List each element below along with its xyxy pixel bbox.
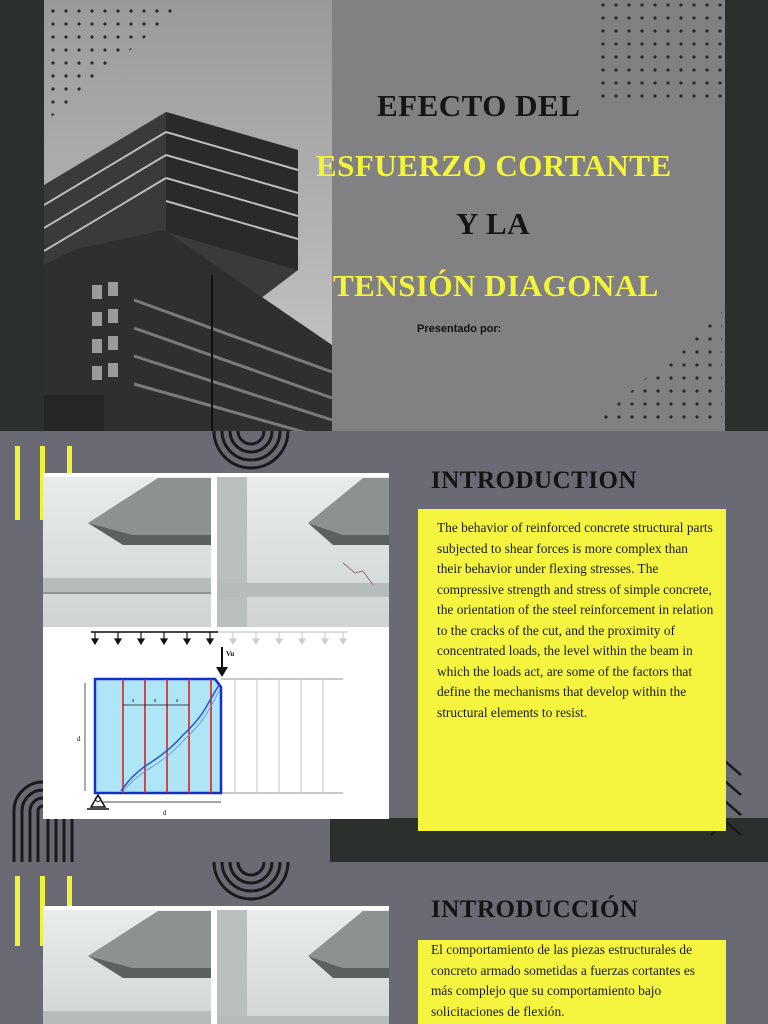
beam-diagram <box>77 632 348 817</box>
height-label: d <box>77 735 81 743</box>
shear-figure <box>43 473 389 819</box>
concrete-photos <box>43 906 389 1024</box>
introduccion-body: El comportamiento de las piezas estructurales de concreto armado sometidas a fuerzas cortantes es más complejo que su comportamiento bajo solicitaciones de flexión. <box>431 942 695 1019</box>
concrete-photo-right <box>217 477 389 627</box>
title-slide <box>0 0 768 431</box>
concrete-photo-left <box>43 477 211 627</box>
title-line-2: ESFUERZO CORTANTE <box>316 148 672 183</box>
spacing-label: s <box>176 698 179 704</box>
introduccion-heading: INTRODUCCIÓN <box>431 896 639 923</box>
presented-by-label: Presentado por: <box>417 323 502 335</box>
title-line-3: Y LA <box>456 206 531 241</box>
introduction-slide-es <box>0 862 768 1024</box>
span-label: d <box>163 809 167 817</box>
yellow-bar-decoration <box>15 876 20 946</box>
introduction-slide-en <box>0 431 768 862</box>
dot-pattern-decoration <box>600 2 722 102</box>
title-line-4: TENSIÓN DIAGONAL <box>333 268 659 303</box>
spacing-label: s <box>154 698 157 704</box>
spacing-label: s <box>132 698 135 704</box>
introduction-text-box <box>418 509 726 831</box>
load-label: Vu <box>226 650 235 658</box>
introduction-heading: INTRODUCTION <box>431 467 638 494</box>
arch-decoration <box>206 862 296 912</box>
introduccion-text-box <box>418 940 726 1024</box>
title-line-1: EFECTO DEL <box>377 88 581 123</box>
yellow-bar-decoration <box>15 446 20 520</box>
dot-pattern-decoration <box>590 310 722 428</box>
dot-pattern-decoration <box>50 8 180 118</box>
introduction-body: The behavior of reinforced concrete structural parts subjected to shear forces is more complex than their behavior under flexing stresses. The compressive strength and stress of simple concrete, the orientation of the steel reinforcement in relation to the cracks of the cut, and the proximity of concentrated loads, the level within the beam in which the loads act, are some of the factors that define the mechanisms that develop within the structural elements to resist. <box>437 520 714 720</box>
